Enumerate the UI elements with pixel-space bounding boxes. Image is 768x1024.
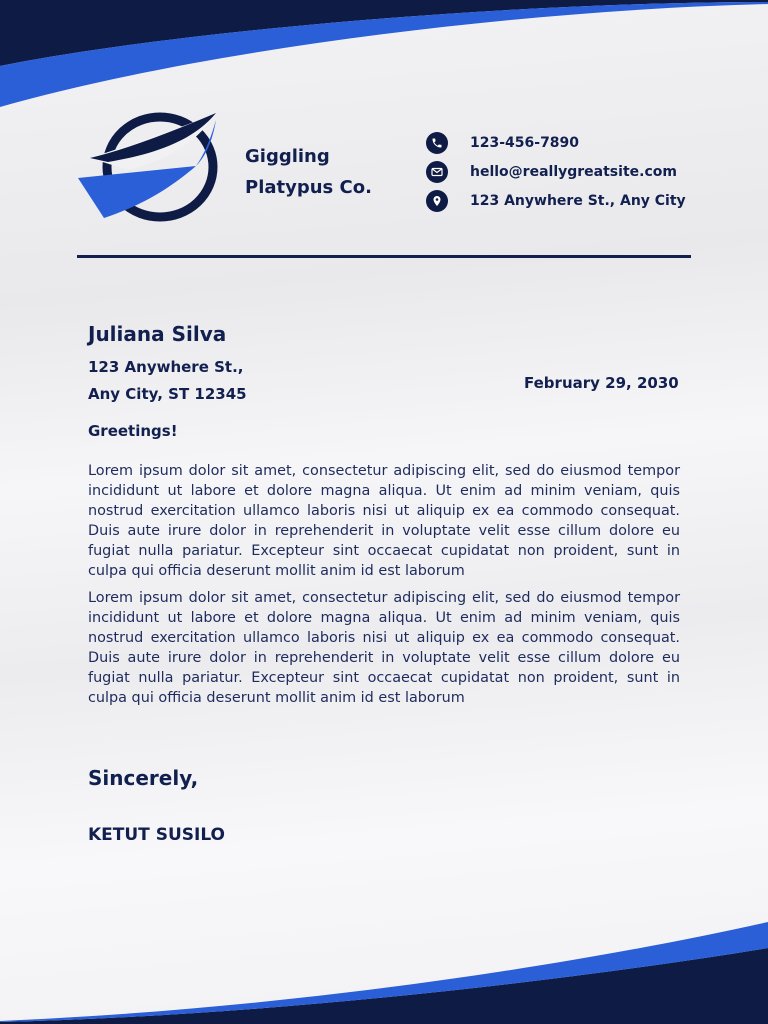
company-name	[245, 141, 372, 203]
phone-icon	[426, 132, 448, 154]
bottom-swoosh-decoration	[0, 904, 768, 1024]
recipient-street: 123 Anywhere St.,	[88, 358, 244, 376]
header-divider	[77, 255, 691, 258]
contact-email: hello@reallygreatsite.com	[470, 163, 677, 180]
top-swoosh-decoration	[0, 0, 768, 120]
recipient-name: Juliana Silva	[88, 322, 227, 346]
letter-date: February 29, 2030	[524, 374, 679, 392]
contact-block	[426, 128, 686, 215]
contact-phone: 123-456-7890	[470, 134, 580, 151]
closing: Sincerely,	[88, 766, 199, 790]
letter-body	[88, 461, 680, 715]
contact-address: 123 Anywhere St., Any City	[470, 192, 686, 209]
body-paragraph-1: Lorem ipsum dolor sit amet, consectetur adipiscing elit, sed do eiusmod tempor incididunt ut labore et dolore magna aliqua. Ut enim ad minim veniam, quis nostrud exercitation ullamco laboris nisi ut aliquip ex ea commodo consequat. Duis aute irure dolor in reprehenderit in voluptate velit esse cillum dolore eu fugiat nulla pariatur. Excepteur sint occaecat cupidatat non proident, sunt in culpa qui officia deserunt mollit anim id est laborum	[88, 463, 680, 579]
greeting: Greetings!	[88, 422, 178, 440]
contact-phone-row	[426, 128, 686, 157]
signer-name: KETUT SUSILO	[88, 825, 225, 845]
company-name-line2: Platypus Co.	[245, 177, 372, 198]
mail-icon	[426, 161, 448, 183]
contact-address-row	[426, 186, 686, 215]
recipient-block	[88, 322, 247, 408]
contact-email-row	[426, 157, 686, 186]
location-pin-icon	[426, 190, 448, 212]
recipient-city: Any City, ST 12345	[88, 385, 247, 403]
body-paragraph-2: Lorem ipsum dolor sit amet, consectetur adipiscing elit, sed do eiusmod tempor incididunt ut labore et dolore magna aliqua. Ut enim ad minim veniam, quis nostrud exercitation ullamco laboris nisi ut aliquip ex ea commodo consequat. Duis aute irure dolor in reprehenderit in voluptate velit esse cillum dolore eu fugiat nulla pariatur. Excepteur sint occaecat cupidatat non proident, sunt in culpa qui officia deserunt mollit anim id est laborum	[88, 590, 680, 706]
company-logo-icon	[76, 112, 222, 224]
company-name-line1: Giggling	[245, 146, 330, 167]
